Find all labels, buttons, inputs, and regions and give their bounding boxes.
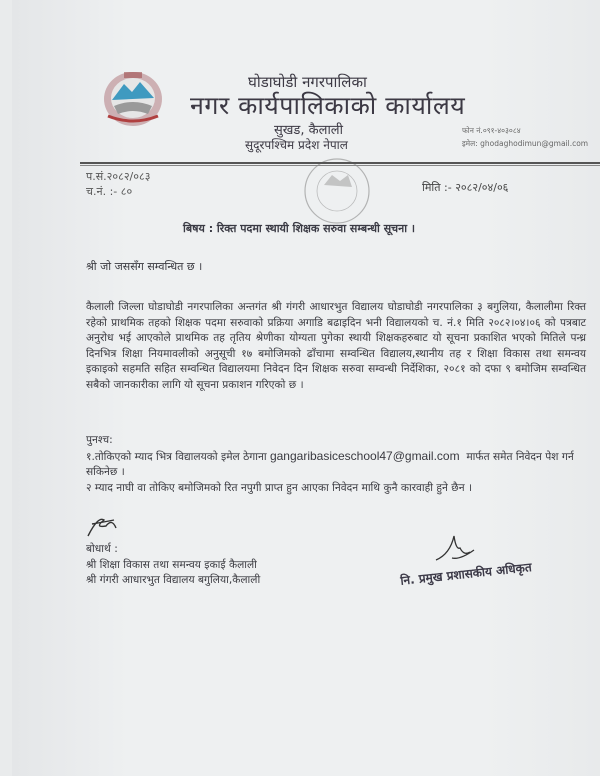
school-email: gangaribasiceschool47@gmail.com xyxy=(269,448,460,463)
copy-recipient: श्री गंगरी आधारभुत विद्यालय बगुलिया,कैलाली xyxy=(86,574,261,587)
letter-number: प.सं.२०८२/०८३ xyxy=(86,170,151,183)
phone-number: फोन नं.०९१-४०३०८४ xyxy=(462,126,521,135)
office-province: सुदूरपश्चिम प्रदेश नेपाल xyxy=(245,138,348,152)
initials-signature xyxy=(84,512,124,540)
nepal-emblem-logo xyxy=(102,68,164,128)
postscript-item-2: २ म्याद नाघी वा तोकिए बमोजिमको रित नपुगी प्राप्त हुन आएका निवेदन माथि कुनै कारवाही हुने छैन । xyxy=(86,481,472,494)
item1-text: १.तोकिएको म्याद भित्र विद्यालयको इमेल ठेगाना xyxy=(86,450,267,463)
copy-to xyxy=(86,542,260,589)
postscript xyxy=(86,433,586,496)
office-location: सुखड, कैलाली xyxy=(274,123,343,138)
office-email: इमेल: ghodaghodimun@gmail.com xyxy=(462,139,589,148)
letter-date: मिति :- २०८२/०४/०६ xyxy=(422,181,509,194)
header-divider-thin xyxy=(80,165,600,166)
reference-numbers xyxy=(86,169,150,199)
office-title: नगर कार्यपालिकाको कार्यालय xyxy=(190,91,466,120)
signatory-title: नि. प्रमुख प्रशासकीय अधिकृत xyxy=(399,560,533,588)
copy-recipient: श्री शिक्षा विकास तथा समन्वय इकाई कैलाली xyxy=(86,558,257,571)
body-paragraph: कैलाली जिल्ला घोडाघोडी नगरपालिका अन्तगंत श्री गंगरी आधारभुत विद्यालय घोडाघोडी नगरपालिका ३ बगुलिया, कैलालीमा रिक्त रहेको प्राथमिक तहको शिक्षक पदमा सरुवाको प्रक्रिया अगाडि बढाइदिन भनी विद्यालयको च. नं.१ मिति २०८२।०४।०६ को पत्रबाट अनुरोध भई आएकोले प्राथमिक तह तृतिय श्रेणीका योग्यता पुगेका स्थायी शिक्षकहरुबाट यो सूचना प्रकाशित भएको मितिले पन्ध्र दिनभित्र शिक्षा नियमावलीको अनुसूची १७ बमोजिमको ढाँचामा सम्वन्धित विद्यालय,स्थानीय तह र शिक्षा विकास तथा समन्वय इकाइको सहमति सहित सम्वन्धित विद्यालयमा निवेदन दिन शिक्षक सरुवा सम्वन्धी निर्देशिका, २०८१ को दफा ९ बमोजिम सम्वन्धित सबैको जानकारीका लागि यो सूचना प्रकाशन गरिएको छ । xyxy=(86,301,586,391)
copy-to-label: बोधार्थ : xyxy=(86,543,118,555)
contact-info xyxy=(462,124,588,150)
salutation: श्री जो जससँग सम्वन्धित छ । xyxy=(86,260,203,273)
municipality-name: घोडाघोडी नगरपालिका xyxy=(248,73,367,91)
postscript-label: पुनश्च: xyxy=(86,434,113,446)
postscript-item-1 xyxy=(86,449,586,481)
header-divider xyxy=(80,162,600,164)
dispatch-number: च.नं. :- ८० xyxy=(86,185,133,198)
subject-line: बिषय : रिक्त पदमा स्थायी शिक्षक सरुवा सम्बन्धी सूचना । xyxy=(183,222,416,235)
item1-suffix: मार्फत समेत निवेदन पेश गर्न सकिनेछ । xyxy=(86,450,574,479)
